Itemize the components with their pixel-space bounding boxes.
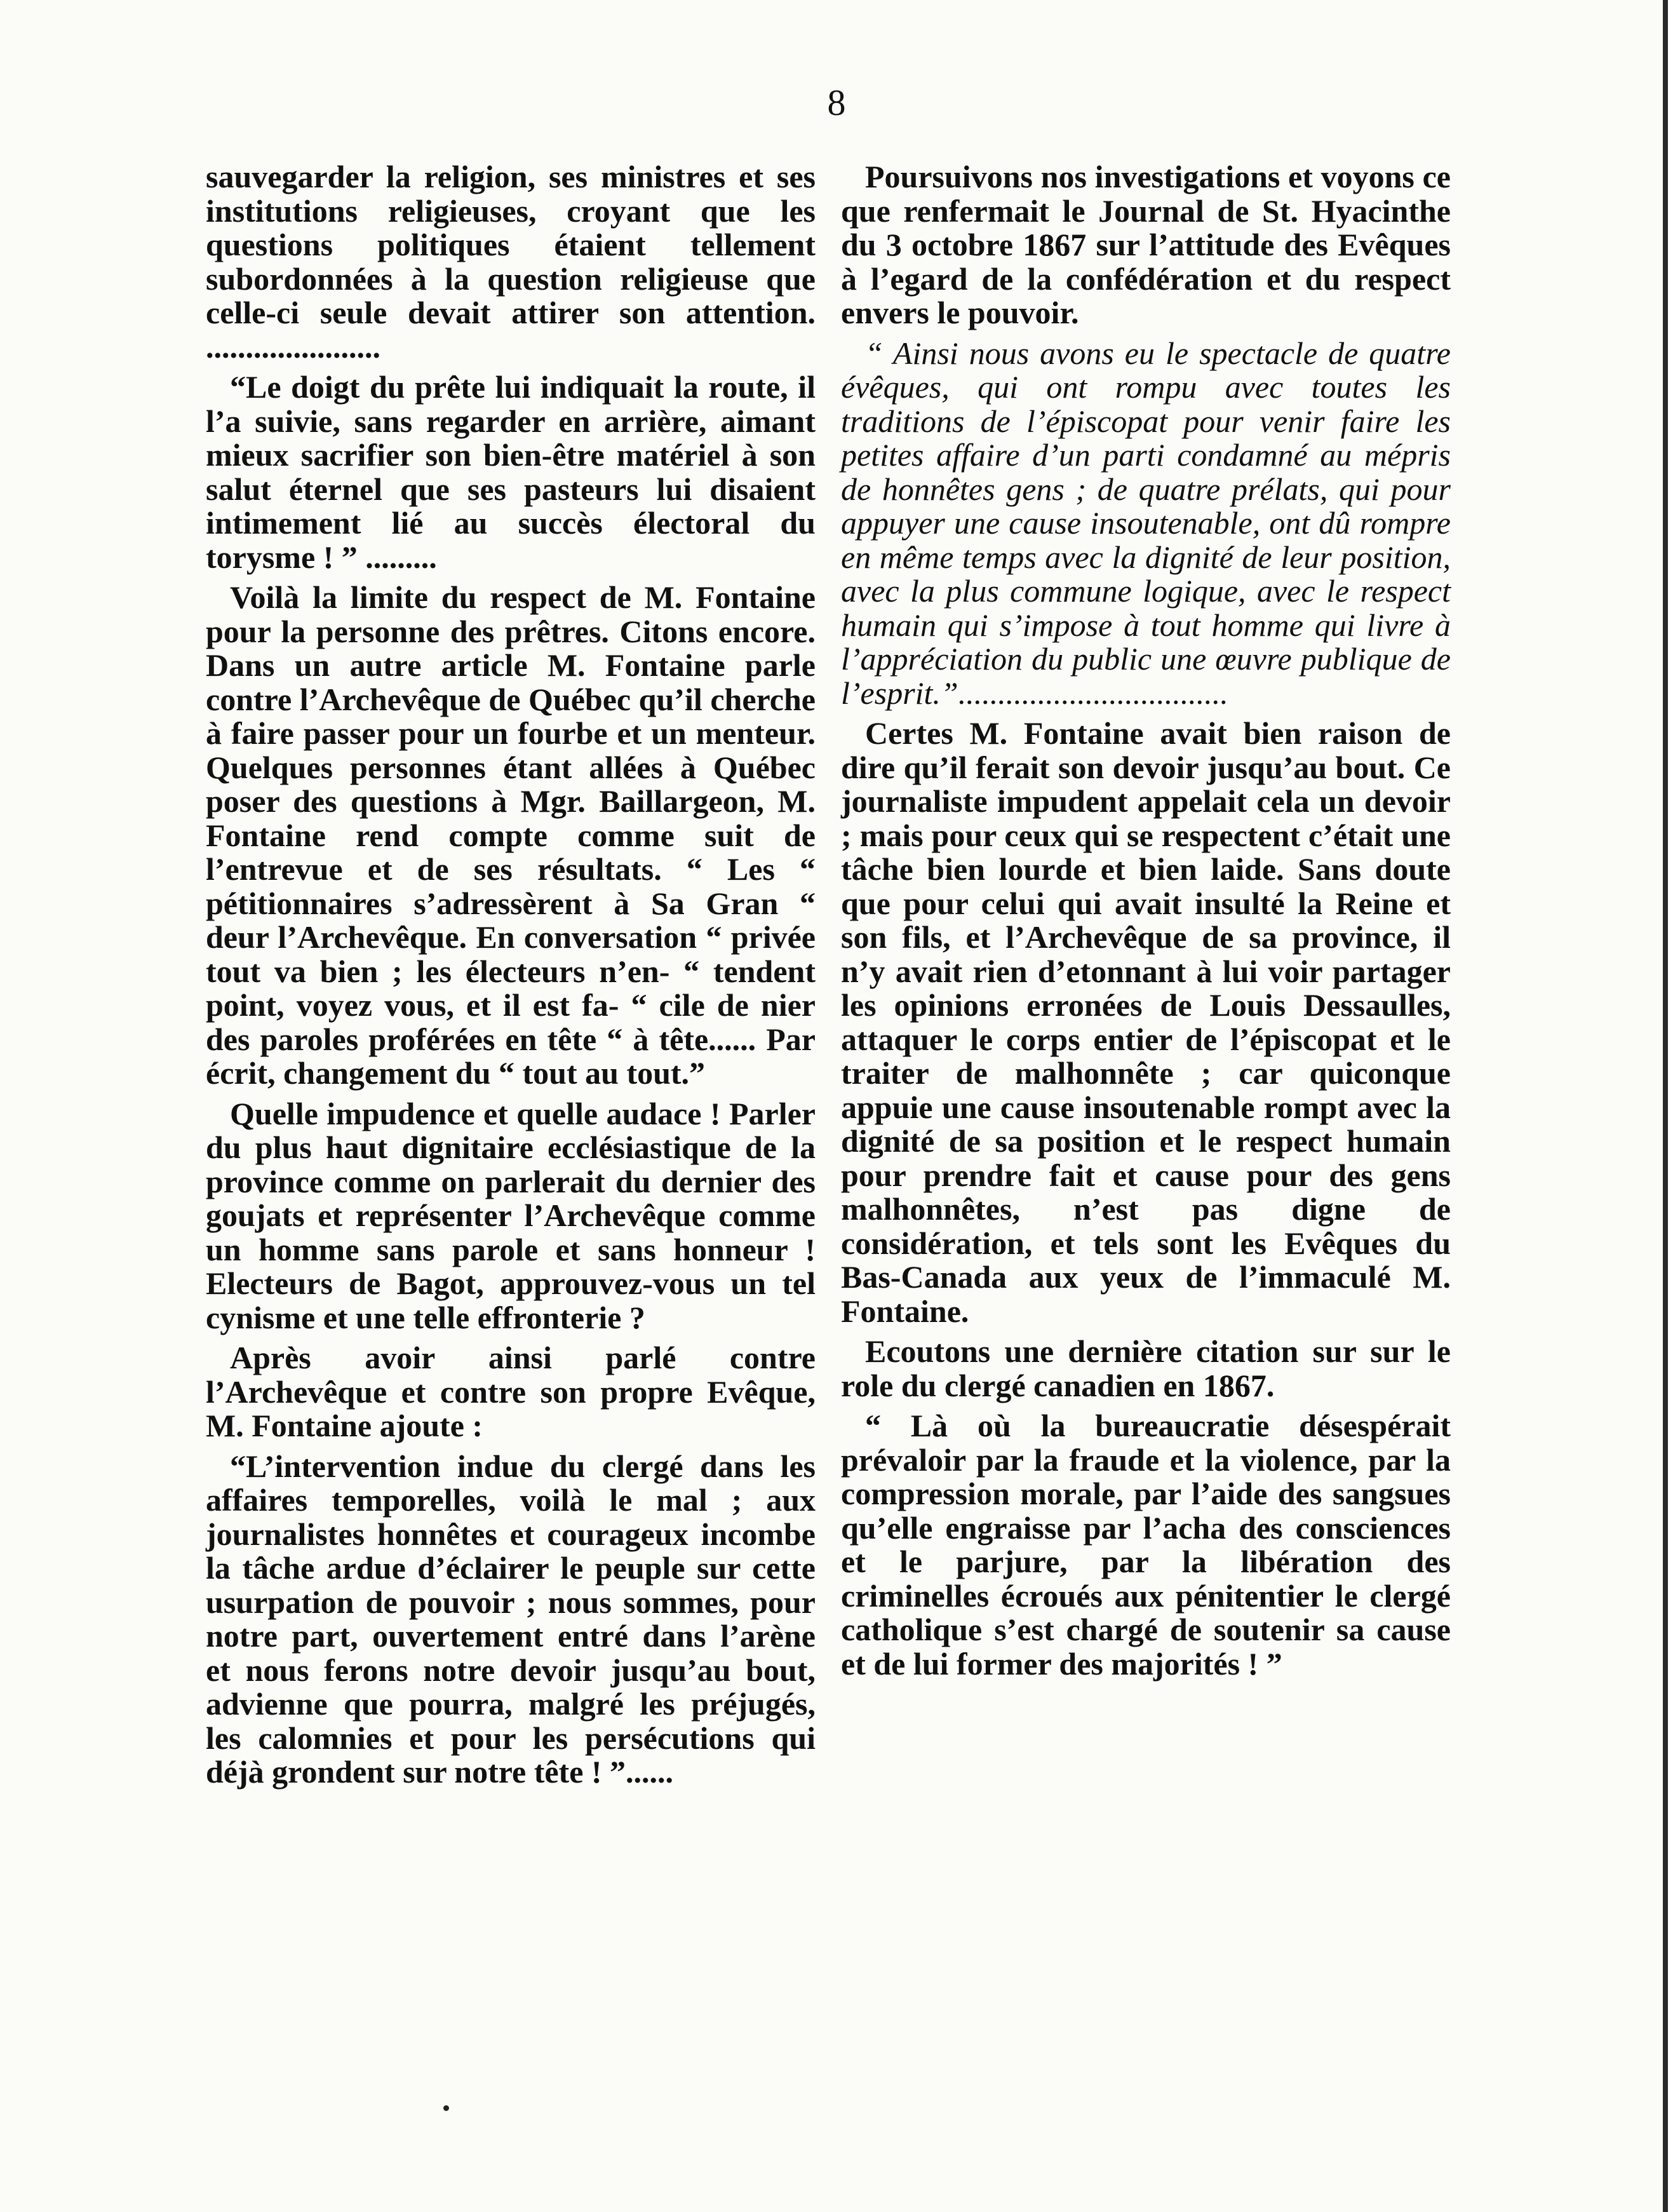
paragraph: “L’intervention indue du clergé dans les affaires temporelles, voilà le mal ; aux journalistes honnêtes et courageux incombe la tâche ardue d’éclairer le peuple sur cette usurpation de pouvoir ; nous sommes, pour notre part, ouvertement entré dans l’arène et nous ferons notre devoir jusqu’au bout, advienne que pourra, malgré les préjugés, les calomnies et pour les persécutions qui déjà grondent sur notre tête ! ”...... [206,1448,816,1790]
paragraph: Après avoir ainsi parlé contre l’Archevêque et contre son propre Evêque, M. Fontaine ajoute : [206,1340,816,1443]
paragraph: Ecoutons une dernière citation sur sur le role du clergé canadien en 1867. [841,1333,1451,1403]
paragraph: Poursuivons nos investigations et voyons ce que renfermait le Journal de St. Hyacinthe du 3 octobre 1867 sur l’attitude des Evêques à l’egard de la confédération et du respect envers le pouvoir. [841,159,1451,330]
paragraph: “ Là où la bureaucratie désespérait prévaloir par la fraude et la violence, par la compression morale, par l’aide des sangsues qu’elle engraisse par l’acha des consciences et le parjure, par la libération des criminelles écroués aux pénitentier le clergé catholique s’est chargé de soutenir sa cause et de lui former des majorités ! ” [841,1408,1451,1682]
paragraph: Certes M. Fontaine avait bien raison de dire qu’il ferait son devoir jusqu’au bout. Ce journaliste impudent appelait cela un devoir ; mais pour ceux qui se respectent c’était une tâche bien lourde et bien laide. Sans doute que pour celui qui avait insulté la Reine et son fils, et l’Archevêque de sa province, il n’y avait rien d’etonnant à lui voir partager les opinions erronées de Louis Dessaulles, attaquer le corps entier de l’épiscopat et le traiter de malhonnête ; car quiconque appuie une cause insoutenable rompt avec la dignité de sa position et le respect humain pour prendre fait et cause pour des gens malhonnêtes, n’est pas digne de considération, et tels sont les Evêques du Bas-Canada aux yeux de l’immaculé M. Fontaine. [841,715,1451,1329]
page-number: 8 [827,82,846,123]
page-edge-margin [1668,0,1673,2212]
paragraph: Voilà la limite du respect de M. Fontaine pour la personne des prêtres. Citons encore. Dans un autre article M. Fontaine parle contre l’Archevêque de Québec qu’il cherche à faire passer pour un fourbe et un menteur. Quelques personnes étant allées à Québec poser des questions à Mgr. Baillargeon, M. Fontaine rend compte comme suit de l’entrevue et de ses résultats. “ Les “ pétitionnaires s’adressèrent à Sa Gran “ deur l’Archevêque. En conversation “ privée tout va bien ; les électeurs n’en- “ tendent point, voyez vous, et il est fa- “ cile de nier des paroles proférées en tête “ à tête...... Par écrit, changement du “ tout au tout.” [206,579,816,1091]
paragraph: “Le doigt du prête lui indiquait la route, il l’a suivie, sans regarder en arrière, aimant mieux sacrifier son bien-être matériel à son salut éternel que ses pasteurs lui disaient intimement lié au succès électoral du torysme ! ” ......... [206,369,816,575]
right-column [841,160,1451,1687]
left-column [206,160,816,1796]
quotation-paragraph: “ Ainsi nous avons eu le spectacle de quatre évêques, qui ont rompu avec toutes les traditions de l’épiscopat pour venir faire les petites affaire d’un parti condamné au mépris de honnêtes gens ; de quatre prélats, qui pour appuyer une cause insoutenable, ont dû rompre en même temps avec la dignité de leur position, avec la plus commune logique, avec le respect humain qui s’impose à tout homme qui livre à l’appréciation du public une œuvre publique de l’esprit.”.................................. [841,335,1451,711]
paragraph: sauvegarder la religion, ses ministres et ses institutions religieuses, croyant que les questions politiques étaient tellement subordonnées à la question religieuse que celle-ci seule devait attirer son attention. ...................... [206,159,816,365]
ink-spot [443,2105,449,2111]
paragraph: Quelle impudence et quelle audace ! Parler du plus haut dignitaire ecclésiastique de la province comme on parlerait du dernier des goujats et représenter l’Archevêque comme un homme sans parole et sans honneur ! Electeurs de Bagot, approuvez-vous un tel cynisme et une telle effronterie ? [206,1095,816,1335]
